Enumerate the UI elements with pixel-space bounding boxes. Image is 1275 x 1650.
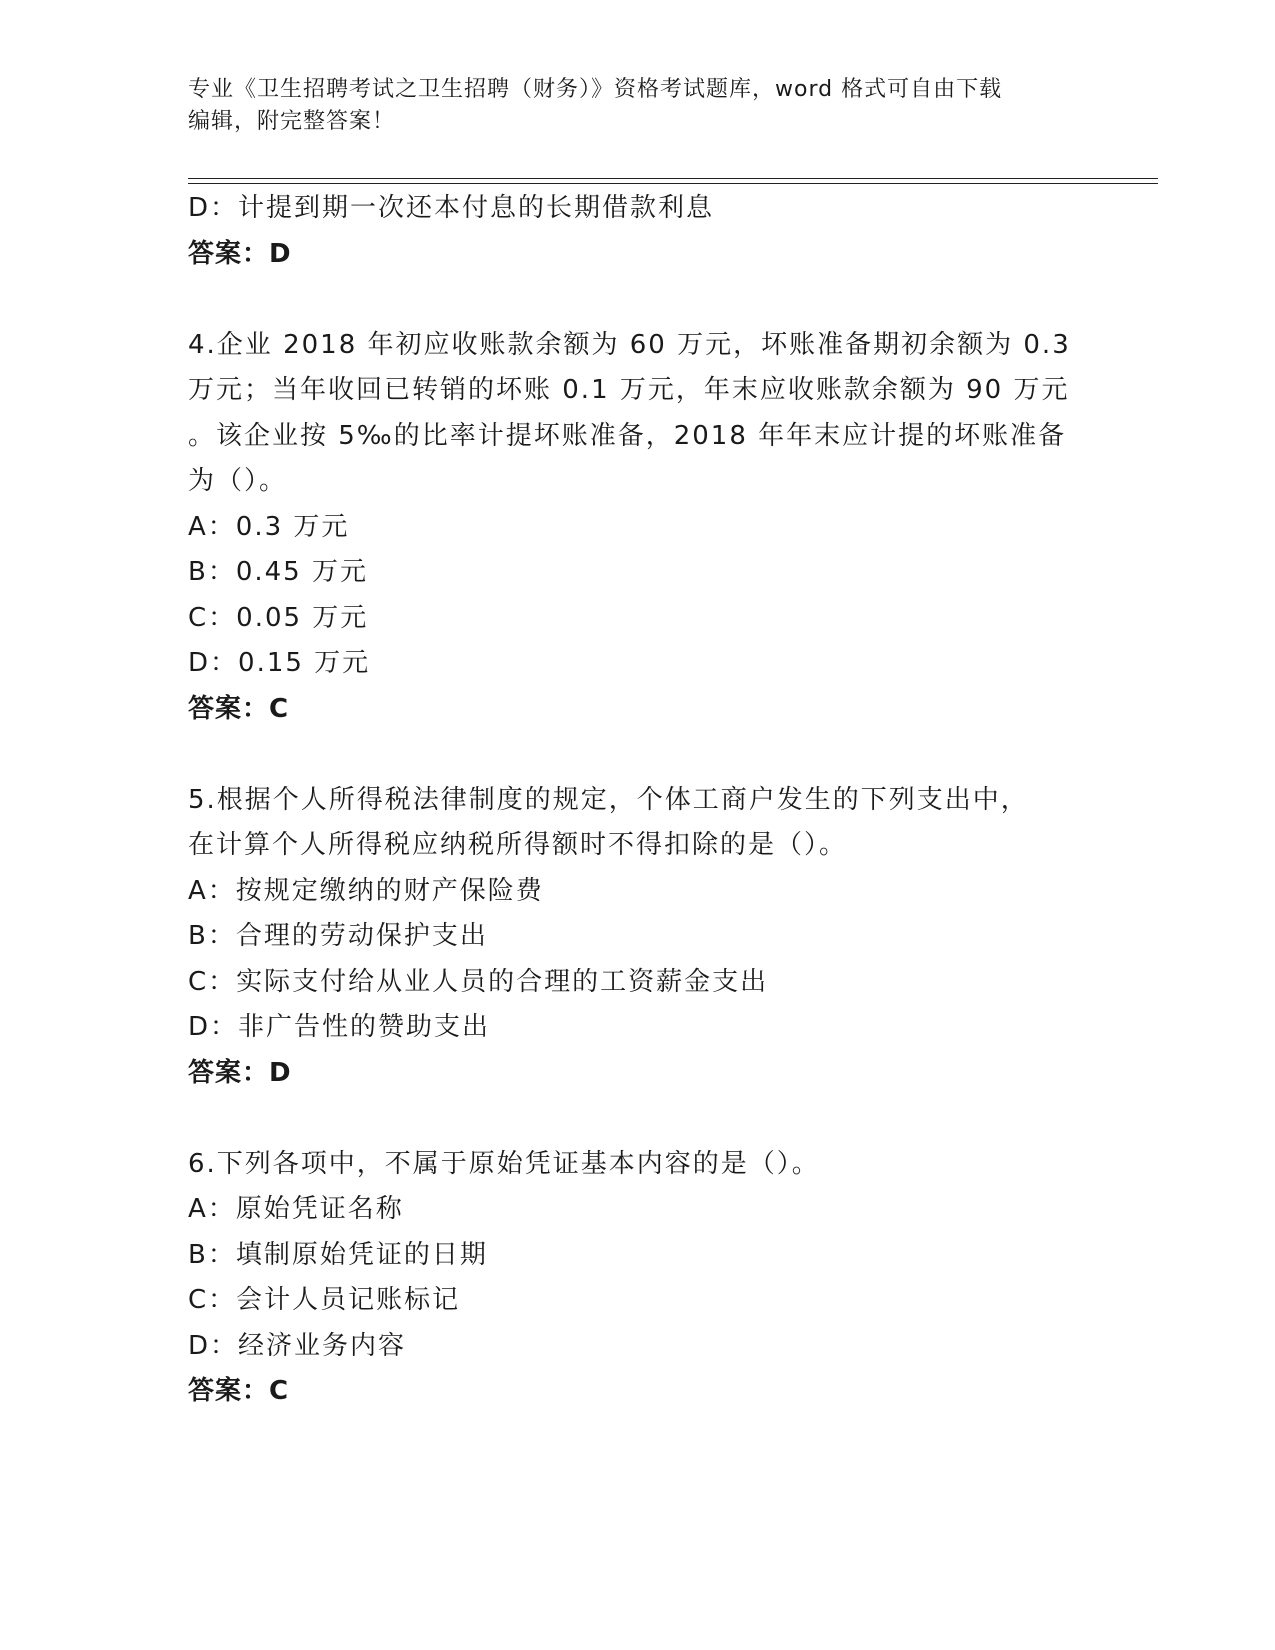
question-5-option-b: B：合理的劳动保护支出 xyxy=(188,921,488,951)
question-5-stem-line-2: 在计算个人所得税应纳税所得额时不得扣除的是（）。 xyxy=(188,830,848,860)
question-content xyxy=(188,186,1088,1415)
prev-option-d: D：计提到期一次还本付息的长期借款利息 xyxy=(188,193,715,223)
question-4-option-a: A：0.3 万元 xyxy=(188,511,350,542)
question-6-option-b: B：填制原始凭证的日期 xyxy=(188,1239,488,1270)
header-rule-bottom xyxy=(188,183,1158,184)
question-5-option-a: A：按规定缴纳的财产保险费 xyxy=(188,875,544,906)
document-header xyxy=(188,74,1088,138)
question-6 xyxy=(188,1142,1088,1415)
question-6-stem-line-1: 6.下列各项中，不属于原始凭证基本内容的是（）。 xyxy=(188,1148,820,1179)
spacer xyxy=(188,277,1088,323)
question-6-option-c: C：会计人员记账标记 xyxy=(188,1285,461,1315)
header-rule-top xyxy=(188,178,1158,179)
question-4 xyxy=(188,323,1088,733)
question-5-option-c: C：实际支付给从业人员的合理的工资薪金支出 xyxy=(188,966,769,997)
question-5-option-d: D：非广告性的赞助支出 xyxy=(188,1012,491,1042)
question-5-stem-line-1: 5.根据个人所得税法律制度的规定，个体工商户发生的下列支出中， xyxy=(188,784,1029,815)
question-5-answer: 答案：D xyxy=(188,1057,292,1088)
question-4-stem-line-1: 4.企业 2018 年初应收账款余额为 60 万元，坏账准备期初余额为 0.3 xyxy=(188,329,1071,360)
question-4-stem-line-2: 万元；当年收回已转销的坏账 0.1 万元，年末应收账款余额为 90 万元 xyxy=(188,375,1070,405)
header-line-1: 专业《卫生招聘考试之卫生招聘（财务）》资格考试题库，word 格式可自由下载 xyxy=(188,77,1003,102)
question-4-stem-line-4: 为（）。 xyxy=(188,466,288,496)
question-5 xyxy=(188,778,1088,1097)
question-4-option-c: C：0.05 万元 xyxy=(188,602,369,633)
question-4-option-d: D：0.15 万元 xyxy=(188,648,371,678)
header-line-2: 编辑，附完整答案！ xyxy=(188,109,396,134)
spacer xyxy=(188,1096,1088,1142)
prev-answer: 答案：D xyxy=(188,238,292,269)
question-4-option-b: B：0.45 万元 xyxy=(188,557,368,587)
spacer xyxy=(188,732,1088,778)
question-4-stem-line-3: 。该企业按 5‰的比率计提坏账准备，2018 年年末应计提的坏账准备 xyxy=(188,420,1067,451)
question-6-option-a: A：原始凭证名称 xyxy=(188,1194,404,1224)
question-4-answer: 答案：C xyxy=(188,693,290,724)
question-6-option-d: D：经济业务内容 xyxy=(188,1330,407,1361)
question-6-answer: 答案：C xyxy=(188,1376,290,1406)
